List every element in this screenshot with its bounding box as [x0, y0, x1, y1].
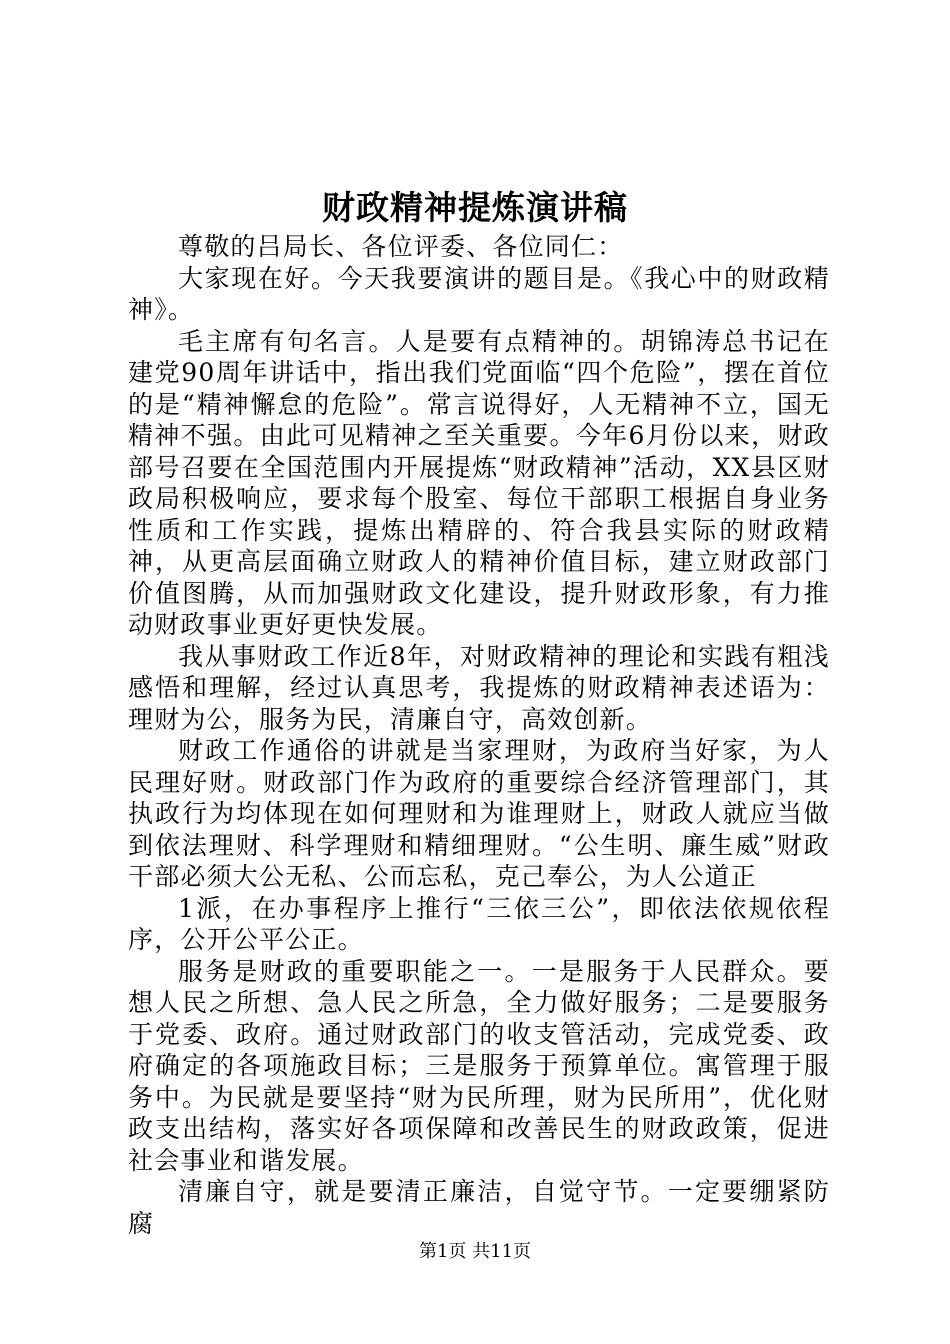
document-title: 财政精神提炼演讲稿 [322, 188, 628, 227]
paragraph-personal-summary: 我从事财政工作近8年，对财政精神的理论和实践有粗浅感悟和理解，经过认真思考，我提炼的财政精神表述语为：理财为公，服务为民，清廉自守，高效创新。 [128, 641, 830, 734]
paragraph-service: 服务是财政的重要职能之一。一是服务于人民群众。要想人民之所想、急人民之所急，全力做好服务；二是要服务于党委、政府。通过财政部门的收支管活动，完成党委、政府确定的各项施政目标；三是服务于预算单位。寓管理于服务中。为民就是要坚持“财为民所理，财为民所用”，优化财政支出结构，落实好各项保障和改善民生的财政政策，促进社会事业和谐发展。 [128, 956, 830, 1175]
page-number-footer: 第1页 共11页 [418, 1241, 532, 1262]
document-body [128, 231, 830, 1239]
paragraph-spirit-importance: 毛主席有句名言。人是要有点精神的。胡锦涛总书记在建党90周年讲话中，指出我们党面临“四个危险”，摆在首位的是“精神懈怠的危险”。常言说得好，人无精神不立，国无精神不强。由此可见精神之至关重要。今年6月份以来，财政部号召要在全国范围内开展提炼“财政精神”活动，XX县区财政局积极响应，要求每个股室、每位干部职工根据自身业务性质和工作实践，提炼出精辟的、符合我县实际的财政精神，从更高层面确立财政人的精神价值目标，建立财政部门价值图腾，从而加强财政文化建设，提升财政形象，有力推动财政事业更好更快发展。 [128, 326, 830, 639]
paragraph-integrity: 清廉自守，就是要清正廉洁，自觉守节。一定要绷紧防腐 [128, 1177, 830, 1238]
paragraph-finance-for-public: 财政工作通俗的讲就是当家理财，为政府当好家，为人民理好财。财政部门作为政府的重要综合经济管理部门，其执政行为均体现在如何理财和为谁理财上，财政人就应当做到依法理财、科学理财和精细理财。“公生明、廉生威”财政干部必须大公无私、公而忘私，克己奉公，为人公道正 [128, 736, 830, 891]
paragraph-salutation: 尊敬的吕局长、各位评委、各位同仁： [178, 232, 624, 261]
paragraph-opening: 大家现在好。今天我要演讲的题目是。《我心中的财政精神》。 [128, 263, 830, 324]
paragraph-procedure: 1派，在办事程序上推行“三依三公”，即依法依规依程序，公开公平公正。 [128, 893, 830, 954]
